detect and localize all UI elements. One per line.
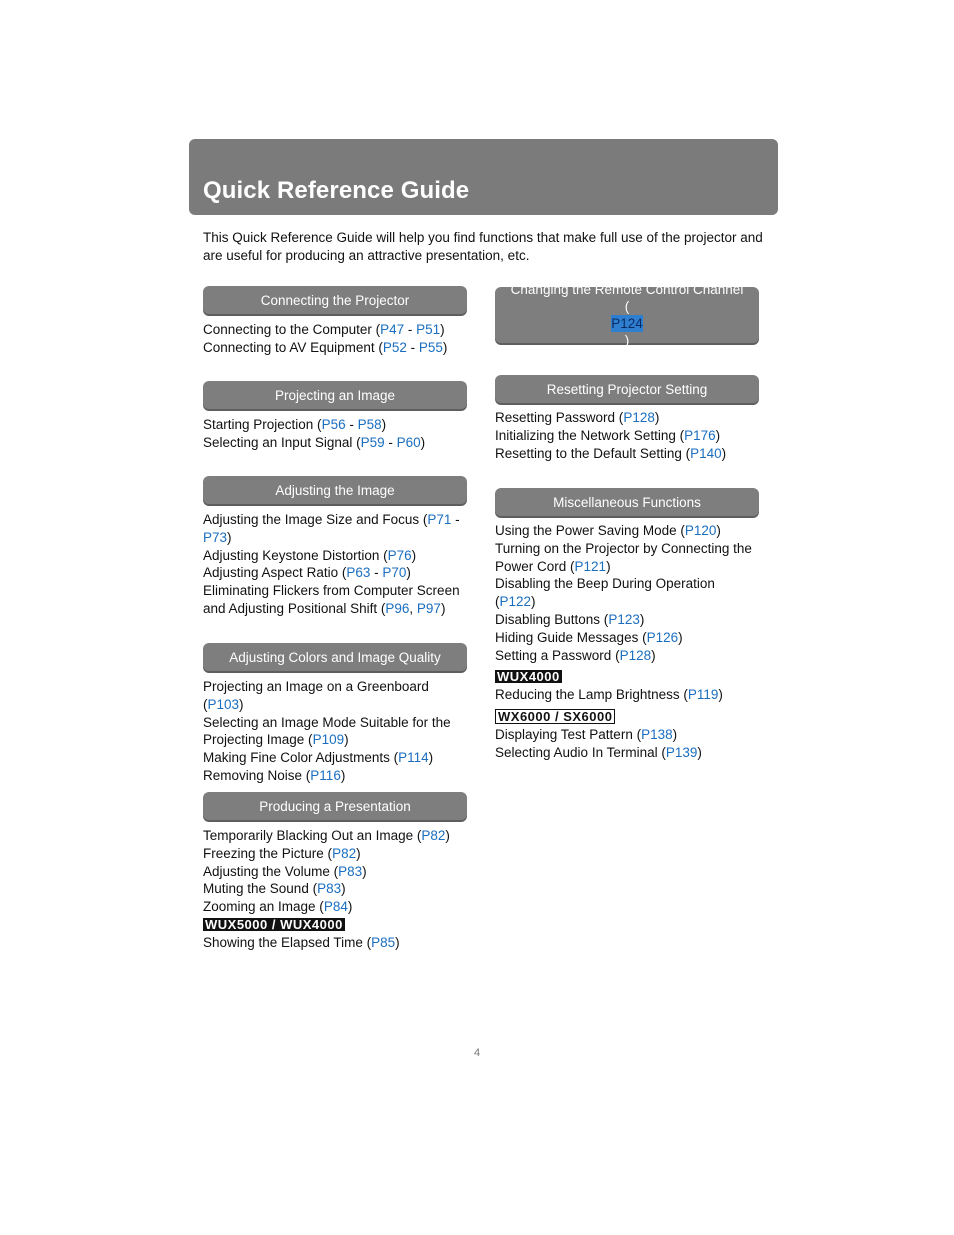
page-link[interactable]: P82 [421, 828, 446, 843]
item-text: ) [340, 767, 346, 783]
list-item [495, 744, 759, 762]
section-header-label: Adjusting the Image [275, 482, 395, 498]
section-header-label: Adjusting Colors and Image Quality [229, 649, 441, 665]
list-item [203, 934, 450, 952]
item-text: ) [227, 529, 232, 545]
adjusting-list [203, 511, 465, 618]
item-text: ) [347, 899, 353, 915]
list-item [203, 767, 471, 785]
page-link[interactable]: P103 [207, 696, 240, 712]
list-item [495, 629, 759, 647]
section-header-label: Miscellaneous Functions [553, 494, 701, 510]
item-text: ) [395, 934, 400, 950]
section-header-adjusting [203, 476, 467, 504]
item-text: - [451, 512, 460, 527]
section-header-resetting [495, 375, 759, 403]
page-link[interactable]: P76 [387, 547, 412, 563]
item-text: - [406, 339, 419, 355]
item-text: Displaying Test Pattern ( [495, 726, 642, 742]
item-text: ) [639, 611, 645, 627]
section-header-link-line [611, 298, 643, 349]
item-text: Projecting an Image on a Greenboard ( [203, 679, 429, 712]
list-item [203, 845, 450, 863]
list-item [203, 339, 447, 357]
list-item [203, 547, 465, 565]
section-header-label: Connecting the Projector [260, 292, 410, 308]
model-badge: WUX5000 / WUX4000 [205, 916, 343, 932]
item-text: Showing the Elapsed Time ( [203, 934, 372, 950]
page-link[interactable]: P119 [687, 687, 719, 703]
connecting-list [203, 321, 447, 357]
page-number: 4 [473, 1047, 481, 1059]
item-text: Disabling Buttons ( [495, 611, 609, 627]
page-link[interactable]: P109 [312, 732, 345, 748]
list-item [203, 898, 450, 916]
item-text: ) [440, 322, 445, 337]
list-item [495, 686, 759, 704]
item-text: Removing Noise ( [203, 767, 311, 783]
item-text: Power Cord ( [495, 558, 575, 574]
title-banner [189, 139, 778, 215]
item-text: Eliminating Flickers from Computer Screen [203, 583, 460, 599]
page-link[interactable]: P58 [357, 417, 382, 432]
page-link[interactable]: P84 [323, 899, 348, 915]
page-link[interactable]: P51 [416, 322, 441, 337]
item-text: Using the Power Saving Mode ( [495, 523, 685, 538]
model-badge: WX6000 / SX6000 [495, 709, 615, 724]
list-item [495, 522, 759, 540]
item-text: Turning on the Projector by Connecting the [495, 540, 752, 556]
item-text: ) [716, 523, 721, 538]
page-link[interactable]: P139 [665, 744, 698, 760]
item-text: ) [624, 333, 630, 348]
item-text: ) [672, 726, 678, 742]
item-text: ) [420, 434, 426, 450]
item-text: ( [624, 299, 630, 314]
page-link[interactable]: P116 [310, 767, 341, 783]
item-text: Adjusting the Volume ( [203, 863, 339, 879]
item-text: - [404, 322, 417, 337]
page-link[interactable]: P83 [317, 881, 342, 897]
model-badge-row [495, 668, 759, 686]
item-text: Resetting to the Default Setting ( [495, 445, 691, 461]
list-item [203, 416, 425, 434]
item-text: ) [381, 417, 387, 432]
page-link[interactable]: P55 [418, 339, 443, 355]
page-link[interactable]: P59 [360, 434, 385, 450]
list-item [203, 749, 471, 767]
item-text: ) [697, 744, 702, 760]
page-title: Quick Reference Guide [203, 177, 470, 204]
page-link[interactable]: P128 [619, 647, 652, 663]
item-text: ) [718, 687, 723, 703]
item-text: ) [531, 594, 536, 610]
item-text: ) [440, 600, 446, 616]
item-text: ) [344, 732, 349, 748]
list-item [495, 445, 726, 463]
intro-text: This Quick Reference Guide will help you find functions that make full use of the projector and are useful for producing an attractive presentation, etc. [203, 230, 763, 263]
item-text: ) [445, 828, 450, 843]
section-header-label: Changing the Remote Control Channel [510, 282, 744, 297]
item-text: Initializing the Network Setting ( [495, 427, 685, 443]
item-text: ) [411, 547, 417, 563]
item-text: Adjusting Aspect Ratio ( [203, 565, 347, 581]
item-text: Muting the Sound ( [203, 881, 318, 897]
item-text: - [370, 565, 383, 581]
list-item [203, 564, 465, 582]
item-text: ) [606, 558, 611, 574]
item-text: ) [651, 647, 656, 663]
item-text: Hiding Guide Messages ( [495, 629, 647, 645]
list-item [203, 321, 447, 339]
item-text: Disabling the Beep During Operation ( [495, 576, 715, 610]
page-link[interactable]: P123 [608, 611, 640, 627]
misc-list [495, 522, 759, 762]
item-text: Reducing the Lamp Brightness ( [495, 687, 688, 703]
item-text: ) [362, 863, 367, 879]
model-badge-row [495, 708, 759, 726]
list-item [495, 409, 726, 427]
list-item [203, 582, 465, 618]
item-text: and Adjusting Positional Shift ( [203, 600, 386, 616]
list-item [203, 880, 450, 898]
projecting-list [203, 416, 425, 452]
page-link[interactable]: P60 [396, 434, 421, 450]
list-item [203, 511, 465, 547]
list-item [495, 540, 759, 576]
item-text: Projecting Image ( [203, 732, 313, 748]
page-link[interactable]: P71 [427, 512, 452, 527]
page-link[interactable]: P97 [416, 600, 441, 616]
section-header-colors [203, 643, 467, 671]
page-link[interactable]: P73 [203, 529, 228, 545]
page-link[interactable]: P83 [338, 863, 363, 879]
item-text: ) [341, 881, 346, 897]
list-item [203, 827, 450, 845]
item-text: ) [406, 565, 411, 581]
page-link[interactable]: P96 [385, 600, 410, 616]
item-text: - [345, 417, 358, 432]
item-text: ) [428, 750, 434, 766]
section-header-presentation [203, 792, 467, 820]
list-item [495, 575, 759, 611]
section-header-connecting [203, 286, 467, 314]
page-link[interactable]: P176 [684, 427, 716, 443]
list-item [203, 863, 450, 881]
item-text: ) [654, 410, 660, 425]
item-text: Starting Projection ( [203, 417, 322, 432]
item-text: ) [356, 845, 361, 861]
item-text: ) [678, 629, 683, 645]
item-text: Making Fine Color Adjustments ( [203, 750, 399, 766]
list-item [203, 434, 425, 452]
colors-list [203, 678, 471, 785]
item-text: Selecting an Input Signal ( [203, 434, 361, 450]
presentation-list [203, 827, 450, 952]
section-header-remote [495, 282, 759, 348]
page-link[interactable]: P63 [346, 565, 371, 581]
page-link[interactable]: P140 [690, 445, 722, 461]
page-link[interactable]: P122 [499, 594, 532, 610]
item-text: Adjusting the Image Size and Focus ( [203, 512, 428, 527]
page-link[interactable]: P82 [332, 845, 357, 861]
model-badge-row [203, 916, 450, 934]
item-text: Selecting Audio In Terminal ( [495, 744, 666, 760]
page-link[interactable]: P56 [321, 417, 346, 432]
item-text: Setting a Password ( [495, 647, 620, 663]
section-header-label: Resetting Projector Setting [546, 381, 708, 397]
list-item [495, 726, 759, 744]
list-item [203, 714, 471, 750]
list-item [495, 427, 726, 445]
item-text: Connecting to AV Equipment ( [203, 339, 383, 355]
item-text: Zooming an Image ( [203, 899, 324, 915]
item-text: ) [442, 339, 448, 355]
resetting-list [495, 409, 726, 462]
item-text: Connecting to the Computer ( [203, 322, 381, 337]
item-text: Freezing the Picture ( [203, 845, 333, 861]
page-link[interactable]: P120 [684, 523, 717, 538]
page-link[interactable]: P121 [574, 558, 607, 574]
page-link[interactable]: P47 [380, 322, 405, 337]
item-text: Selecting an Image Mode Suitable for the [203, 714, 451, 730]
page-link[interactable]: P124 [611, 316, 643, 331]
list-item [495, 647, 759, 665]
item-text: ) [715, 427, 721, 443]
item-text: ) [721, 445, 727, 461]
section-header-label: Projecting an Image [274, 387, 396, 403]
list-item [495, 611, 759, 629]
page-link[interactable]: P126 [646, 629, 679, 645]
item-text: - [384, 434, 397, 450]
page-link[interactable]: P52 [382, 339, 407, 355]
item-text: , [409, 600, 417, 616]
item-text: Adjusting Keystone Distortion ( [203, 547, 388, 563]
page-link[interactable]: P128 [623, 410, 655, 425]
section-header-label: Producing a Presentation [259, 798, 411, 814]
item-text: Temporarily Blacking Out an Image ( [203, 828, 422, 843]
page-link[interactable]: P85 [371, 934, 396, 950]
section-header-projecting [203, 381, 467, 409]
page-link[interactable]: P70 [382, 565, 407, 581]
item-text: ) [239, 696, 244, 712]
item-text: Resetting Password ( [495, 410, 624, 425]
model-badge: WUX4000 [497, 669, 560, 685]
page-link[interactable]: P138 [641, 726, 673, 742]
page-link[interactable]: P114 [398, 750, 429, 766]
list-item [203, 678, 471, 714]
section-header-misc [495, 488, 759, 516]
